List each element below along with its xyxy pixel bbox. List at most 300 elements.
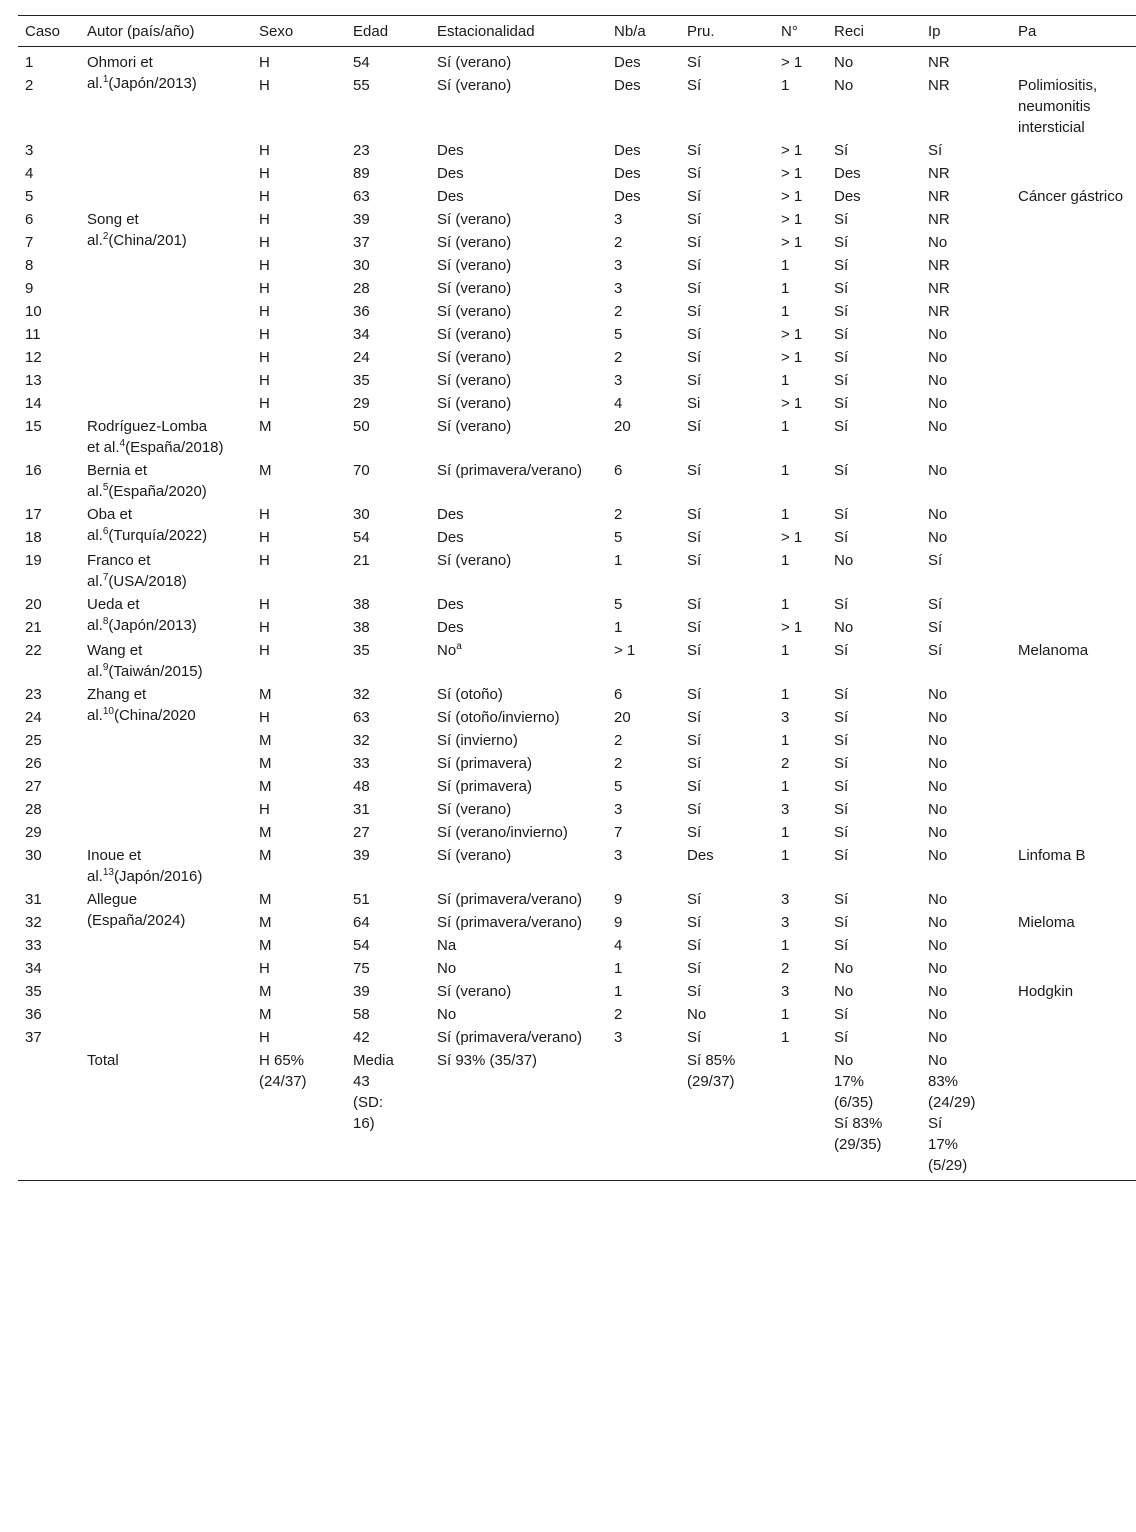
cell-ip: No: [928, 529, 948, 546]
cell-caso: 1: [25, 54, 34, 71]
cell-estacionalidad: Sí (verano): [437, 280, 512, 297]
cell-edad: 54: [353, 937, 370, 954]
cell-estacionalidad: Sí (verano): [437, 234, 512, 251]
table-row: [18, 593, 1136, 616]
cell-reci: Sí: [834, 801, 849, 818]
cell-reci: Sí: [834, 395, 849, 412]
cell-nba: 5: [614, 778, 623, 795]
cell-caso: 6: [25, 211, 34, 228]
cell-reci: Sí: [834, 142, 849, 159]
cell-nba: 3: [614, 1029, 623, 1046]
cell-estacionalidad: Sí (verano): [437, 801, 512, 818]
totals-pru: Sí 85% (29/37): [680, 1049, 774, 1181]
cell-estacionalidad: Sí (otoño): [437, 686, 503, 703]
cell-estacionalidad: Sí (primavera/verano): [437, 914, 583, 931]
cell-ip: No: [928, 960, 948, 977]
cell-sexo: H: [259, 303, 270, 320]
cell-sexo: M: [259, 937, 272, 954]
cell-sexo: M: [259, 755, 272, 772]
cell-reci: Sí: [834, 732, 849, 749]
cell-pru: Sí: [687, 257, 702, 274]
cell-estacionalidad: Sí (verano): [437, 395, 512, 412]
cell-caso: 35: [25, 983, 42, 1000]
cell-n: 3: [781, 709, 790, 726]
cell-ip: No: [928, 824, 948, 841]
cell-sexo: H: [259, 619, 270, 636]
cell-pru: Sí: [687, 732, 702, 749]
cell-caso: 5: [25, 188, 34, 205]
cell-edad: 34: [353, 326, 370, 343]
cell-autor: Ohmori et al.$^1$(Japón/2013): [87, 54, 197, 92]
cell-pa: [1011, 1026, 1136, 1049]
cell-edad: 33: [353, 755, 370, 772]
table-row: [18, 459, 1136, 503]
cell-nba: Des: [614, 54, 641, 71]
cell-pru: Sí: [687, 280, 702, 297]
cell-edad: 36: [353, 303, 370, 320]
cell-sexo: H: [259, 280, 270, 297]
cases-table: [18, 15, 1136, 1181]
cell-sexo: H: [259, 1029, 270, 1046]
cell-pru: Sí: [687, 418, 702, 435]
cell-ip: No: [928, 709, 948, 726]
cell-ip: No: [928, 801, 948, 818]
cell-pru: Sí: [687, 914, 702, 931]
cell-nba: 2: [614, 732, 623, 749]
cell-reci: Sí: [834, 891, 849, 908]
cell-estacionalidad: Sí (primavera): [437, 778, 533, 795]
cell-reci: No: [834, 77, 854, 94]
cell-nba: Des: [614, 188, 641, 205]
cell-sexo: M: [259, 732, 272, 749]
cell-edad: 24: [353, 349, 370, 366]
cell-n: 1: [781, 1029, 790, 1046]
cell-ip: No: [928, 462, 948, 479]
cell-nba: Des: [614, 77, 641, 94]
cell-sexo: H: [259, 211, 270, 228]
cell-caso: 17: [25, 506, 42, 523]
cell-sexo: M: [259, 778, 272, 795]
table-row: [18, 415, 1136, 459]
cell-edad: 28: [353, 280, 370, 297]
cell-n: 1: [781, 642, 790, 659]
cell-nba: 20: [614, 418, 631, 435]
cell-reci: Sí: [834, 326, 849, 343]
cell-reci: No: [834, 619, 854, 636]
cell-n: > 1: [781, 54, 803, 71]
cell-pa: [1011, 277, 1136, 300]
cell-n: > 1: [781, 326, 803, 343]
cell-caso: 8: [25, 257, 34, 274]
cell-ip: No: [928, 234, 948, 251]
cell-pa: [1011, 208, 1136, 231]
cell-ip: NR: [928, 303, 950, 320]
cell-nba: 5: [614, 529, 623, 546]
cell-estacionalidad: Sí (primavera/verano): [437, 891, 583, 908]
cell-caso: 16: [25, 462, 42, 479]
cell-ip: No: [928, 506, 948, 523]
cell-pa: [1011, 1049, 1136, 1181]
cell-n: 1: [781, 372, 790, 389]
cell-n: 1: [781, 824, 790, 841]
cell-reci: Sí: [834, 529, 849, 546]
cell-caso: 31: [25, 891, 42, 908]
cell-pa: [1011, 798, 1136, 821]
cell-sexo: M: [259, 1006, 272, 1023]
cell-caso: 3: [25, 142, 34, 159]
cell-reci: Sí: [834, 506, 849, 523]
cell-n: 1: [781, 280, 790, 297]
cell-sexo: M: [259, 891, 272, 908]
cell-caso: 14: [25, 395, 42, 412]
cell-nba: 9: [614, 914, 623, 931]
cell-sexo: H: [259, 395, 270, 412]
cell-edad: 32: [353, 732, 370, 749]
cell-n: 1: [781, 257, 790, 274]
cell-edad: 54: [353, 54, 370, 71]
cell-pru: Sí: [687, 234, 702, 251]
cell-nba: 1: [614, 960, 623, 977]
cell-n: 2: [781, 960, 790, 977]
header-estacionalidad: Estacionalidad: [430, 16, 607, 47]
cell-edad: 70: [353, 462, 370, 479]
cell-sexo: H: [259, 596, 270, 613]
cell-n: 3: [781, 983, 790, 1000]
cell-estacionalidad: Sí (verano): [437, 303, 512, 320]
cell-estacionalidad: Sí (invierno): [437, 732, 518, 749]
cell-nba: 2: [614, 506, 623, 523]
cell-pa: [1011, 888, 1136, 911]
cell-sexo: M: [259, 686, 272, 703]
cell-estacionalidad: Na: [437, 937, 457, 954]
cell-sexo: H: [259, 188, 270, 205]
totals-estacionalidad: Sí 93% (35/37): [430, 1049, 607, 1181]
cell-nba: 2: [614, 234, 623, 251]
cell-estacionalidad: No: [437, 1006, 457, 1023]
cell-ip: NR: [928, 165, 950, 182]
cell-pa: Polimiositis, neumonitis intersticial: [1018, 77, 1098, 136]
cell-caso: 27: [25, 778, 42, 795]
cell-sexo: H: [259, 642, 270, 659]
cell-pru: Sí: [687, 349, 702, 366]
cell-reci: Sí: [834, 418, 849, 435]
cell-estacionalidad: Des: [437, 506, 464, 523]
cell-pru: Sí: [687, 529, 702, 546]
cell-caso: 2: [25, 77, 34, 94]
cell-pa: [1011, 775, 1136, 798]
cell-caso: 26: [25, 755, 42, 772]
table-row: [18, 47, 1136, 75]
cell-nba: 3: [614, 847, 623, 864]
cell-sexo: H: [259, 552, 270, 569]
cell-nba: [607, 1049, 680, 1181]
cell-nba: 20: [614, 709, 631, 726]
cell-pa: [1011, 300, 1136, 323]
cell-estacionalidad: Sí (verano): [437, 552, 512, 569]
cell-caso: 22: [25, 642, 42, 659]
cell-reci: Sí: [834, 303, 849, 320]
cell-estacionalidad: Sí (otoño/invierno): [437, 709, 560, 726]
header-edad: Edad: [346, 16, 430, 47]
cell-nba: 5: [614, 596, 623, 613]
cell-reci: Sí: [834, 280, 849, 297]
cell-edad: 42: [353, 1029, 370, 1046]
cell-caso: 15: [25, 418, 42, 435]
cell-ip: NR: [928, 257, 950, 274]
cell-n: 3: [781, 914, 790, 931]
cell-caso: 24: [25, 709, 42, 726]
cell-estacionalidad: Sí (primavera/verano): [437, 462, 583, 479]
cell-edad: 38: [353, 619, 370, 636]
cell-ip: No: [928, 418, 948, 435]
cell-n: 3: [781, 801, 790, 818]
cell-estacionalidad: Des: [437, 188, 464, 205]
cell-pa: [1011, 593, 1136, 616]
cell-caso: 13: [25, 372, 42, 389]
cell-estacionalidad: Des: [437, 165, 464, 182]
cell-pru: Sí: [687, 506, 702, 523]
cell-nba: 2: [614, 755, 623, 772]
cell-edad: 35: [353, 642, 370, 659]
cell-nba: 5: [614, 326, 623, 343]
cell-pru: Sí: [687, 303, 702, 320]
cell-n: 1: [781, 1006, 790, 1023]
cell-caso: 28: [25, 801, 42, 818]
cell-edad: 63: [353, 709, 370, 726]
cell-caso: 20: [25, 596, 42, 613]
cell-sexo: H: [259, 801, 270, 818]
cell-estacionalidad: Sí (verano): [437, 77, 512, 94]
cell-nba: 4: [614, 937, 623, 954]
cell-reci: Sí: [834, 914, 849, 931]
cell-nba: > 1: [614, 642, 636, 659]
header-reci: Reci: [827, 16, 921, 47]
cell-ip: NR: [928, 54, 950, 71]
cell-n: 1: [781, 303, 790, 320]
cell-ip: No: [928, 686, 948, 703]
cell-pru: Sí: [687, 619, 702, 636]
cell-ip: No: [928, 1029, 948, 1046]
totals-label: Total: [80, 1049, 252, 1181]
cell-sexo: H: [259, 372, 270, 389]
cell-pa: [1011, 616, 1136, 639]
cell-ip: No: [928, 1006, 948, 1023]
cell-estacionalidad: Sí (verano/invierno): [437, 824, 568, 841]
cell-caso: 4: [25, 165, 34, 182]
cell-n: 1: [781, 596, 790, 613]
cell-pru: Sí: [687, 142, 702, 159]
cell-sexo: H: [259, 165, 270, 182]
cell-pru: Sí: [687, 1029, 702, 1046]
cell-nba: 7: [614, 824, 623, 841]
cell-n: > 1: [781, 234, 803, 251]
cell-reci: Sí: [834, 755, 849, 772]
cell-edad: 21: [353, 552, 370, 569]
cell-pa: [1011, 706, 1136, 729]
cell-pru: Sí: [687, 54, 702, 71]
cell-nba: 3: [614, 280, 623, 297]
table-row: [18, 503, 1136, 526]
cell-reci: Sí: [834, 596, 849, 613]
cell-estacionalidad: Sí (verano): [437, 326, 512, 343]
cell-sexo: H: [259, 506, 270, 523]
cell-n: 2: [781, 755, 790, 772]
cell-nba: Des: [614, 142, 641, 159]
cell-estacionalidad: Des: [437, 619, 464, 636]
cell-reci: No: [834, 960, 854, 977]
cell-edad: 30: [353, 257, 370, 274]
cell-pa: Cáncer gástrico: [1018, 188, 1124, 205]
cell-pa: [1011, 254, 1136, 277]
cell-pa: [1011, 1003, 1136, 1026]
cell-pru: Sí: [687, 960, 702, 977]
cell-caso: 30: [25, 847, 42, 864]
header-nba: Nb/a: [607, 16, 680, 47]
cell-autor: Franco et al.$^7$(USA/2018): [87, 552, 187, 590]
cell-pru: Sí: [687, 552, 702, 569]
cell-sexo: H: [259, 257, 270, 274]
cell-ip: Sí: [928, 596, 943, 613]
cell-edad: 32: [353, 686, 370, 703]
cell-ip: NR: [928, 77, 950, 94]
cell-pru: Sí: [687, 642, 702, 659]
cell-pru: Sí: [687, 372, 702, 389]
cell-reci: Sí: [834, 234, 849, 251]
cell-sexo: M: [259, 847, 272, 864]
cell-ip: No: [928, 395, 948, 412]
cell-nba: 3: [614, 801, 623, 818]
cell-n: 1: [781, 778, 790, 795]
cell-pa: [1011, 47, 1136, 75]
table-row: [18, 208, 1136, 231]
cell-caso: 21: [25, 619, 42, 636]
cell-pa: Linfoma B: [1018, 847, 1086, 864]
cell-n: > 1: [781, 529, 803, 546]
cell-ip: Sí: [928, 552, 943, 569]
cell-edad: 48: [353, 778, 370, 795]
cell-reci: Sí: [834, 686, 849, 703]
header-caso: Caso: [18, 16, 80, 47]
cell-reci: Sí: [834, 349, 849, 366]
cell-reci: Sí: [834, 824, 849, 841]
cell-reci: Sí: [834, 937, 849, 954]
cell-ip: Sí: [928, 619, 943, 636]
cell-caso: 37: [25, 1029, 42, 1046]
cell-edad: 27: [353, 824, 370, 841]
cell-reci: Des: [834, 188, 861, 205]
cell-pru: Sí: [687, 596, 702, 613]
cell-sexo: M: [259, 418, 272, 435]
cell-n: 1: [781, 418, 790, 435]
cell-n: [774, 1049, 827, 1181]
totals-edad: Media 43 (SD: 16): [346, 1049, 430, 1181]
cell-ip: No: [928, 891, 948, 908]
cell-reci: No: [834, 552, 854, 569]
cell-pru: Sí: [687, 937, 702, 954]
cell-nba: 6: [614, 462, 623, 479]
cell-pru: Sí: [687, 801, 702, 818]
cell-pru: Sí: [687, 211, 702, 228]
cell-pa: [1011, 729, 1136, 752]
header-n: N°: [774, 16, 827, 47]
table-row: [18, 639, 1136, 683]
table-row: [18, 683, 1136, 706]
cell-ip: NR: [928, 188, 950, 205]
cell-pru: Sí: [687, 188, 702, 205]
cell-estacionalidad: Des: [437, 596, 464, 613]
cell-caso: 23: [25, 686, 42, 703]
cell-reci: No: [834, 983, 854, 1000]
totals-reci: No 17% (6/35) Sí 83% (29/35): [827, 1049, 921, 1181]
cell-edad: 89: [353, 165, 370, 182]
cell-pa: Hodgkin: [1018, 983, 1074, 1000]
cell-n: 1: [781, 937, 790, 954]
cell-autor: Bernia et al.$^5$(España/2020): [87, 462, 207, 500]
cell-pru: Sí: [687, 77, 702, 94]
cell-reci: Sí: [834, 778, 849, 795]
cell-sexo: H: [259, 349, 270, 366]
cell-pa: [1011, 549, 1136, 593]
cell-reci: Sí: [834, 257, 849, 274]
cell-n: 1: [781, 686, 790, 703]
cell-edad: 55: [353, 77, 370, 94]
cell-estacionalidad: Sí (verano): [437, 983, 512, 1000]
cell-autor: Ueda et al.$^8$(Japón/2013): [87, 596, 197, 634]
cell-pa: Melanoma: [1018, 642, 1089, 659]
cell-caso: 18: [25, 529, 42, 546]
cell-autor: Rodríguez-Lomba et al.$^4$(España/2018): [87, 418, 224, 456]
cell-caso: 12: [25, 349, 42, 366]
cell-estacionalidad: Sí (verano): [437, 418, 512, 435]
cell-autor: Allegue (España/2024): [87, 891, 186, 929]
cell-n: 1: [781, 77, 790, 94]
cell-edad: 50: [353, 418, 370, 435]
cell-edad: 51: [353, 891, 370, 908]
cell-nba: 1: [614, 983, 623, 1000]
cell-n: > 1: [781, 165, 803, 182]
cell-pru: Sí: [687, 709, 702, 726]
cell-edad: 23: [353, 142, 370, 159]
cell-n: > 1: [781, 619, 803, 636]
cell-caso: 10: [25, 303, 42, 320]
cell-pa: [1011, 369, 1136, 392]
cell-sexo: H: [259, 234, 270, 251]
cell-caso: [18, 1049, 80, 1181]
cell-caso: 36: [25, 1006, 42, 1023]
cell-estacionalidad: Sí (primavera): [437, 755, 533, 772]
cell-nba: 2: [614, 1006, 623, 1023]
cell-edad: 31: [353, 801, 370, 818]
cell-ip: No: [928, 326, 948, 343]
cell-estacionalidad: Sí (verano): [437, 257, 512, 274]
header-pru: Pru.: [680, 16, 774, 47]
cell-nba: 1: [614, 619, 623, 636]
cell-reci: Sí: [834, 642, 849, 659]
cell-caso: 33: [25, 937, 42, 954]
cell-reci: Des: [834, 165, 861, 182]
cell-caso: 34: [25, 960, 42, 977]
cell-pru: Sí: [687, 165, 702, 182]
cell-n: > 1: [781, 395, 803, 412]
table-body: [18, 47, 1136, 1181]
cell-sexo: M: [259, 462, 272, 479]
cell-ip: No: [928, 937, 948, 954]
cell-reci: No: [834, 54, 854, 71]
table-row: [18, 844, 1136, 888]
cell-estacionalidad: No: [437, 960, 457, 977]
header-row: [18, 16, 1136, 47]
cell-edad: 39: [353, 847, 370, 864]
